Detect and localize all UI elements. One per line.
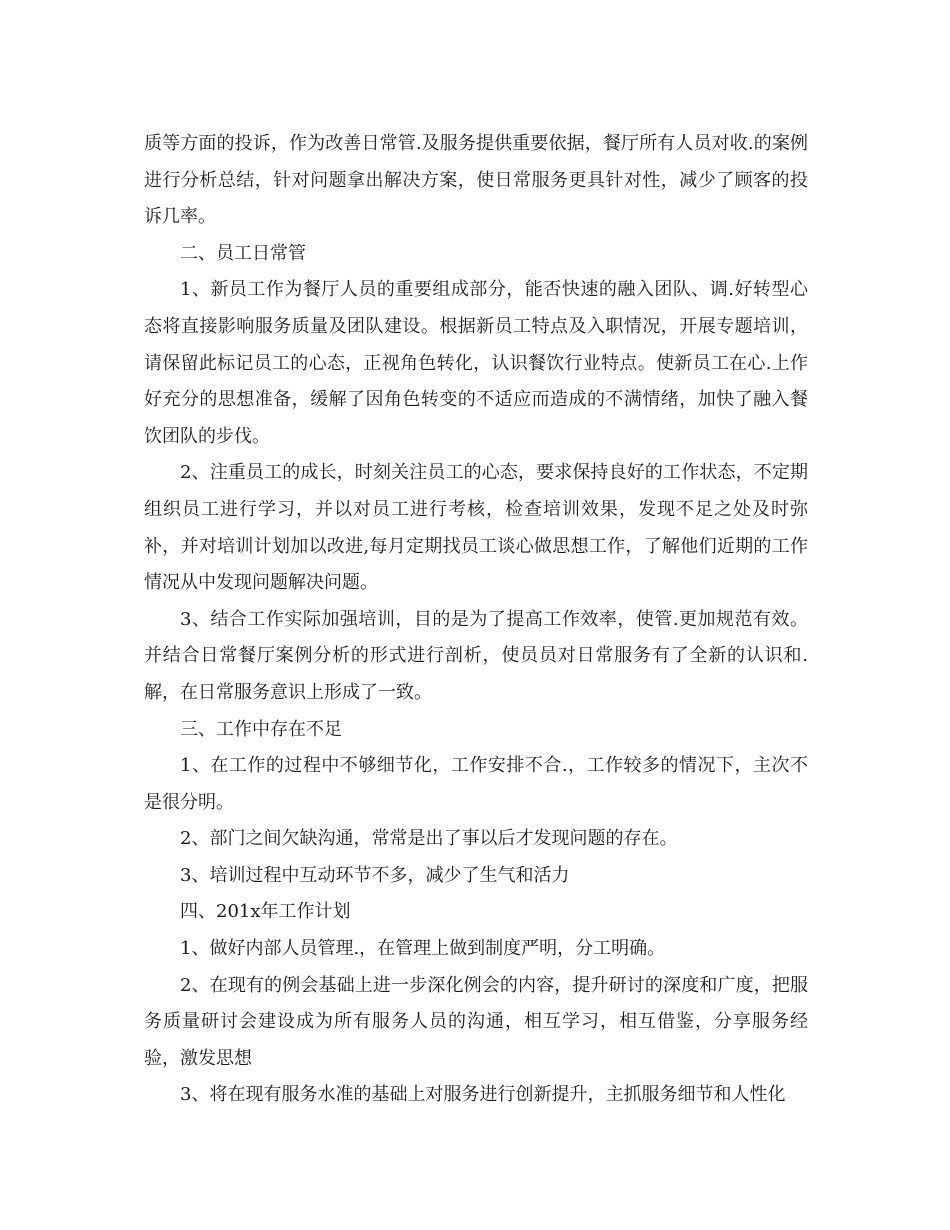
paragraph-plan-2: 2、在现有的例会基础上进一步深化例会的内容，提升研讨的深度和广度，把服务质量研讨会建设成为所有服务人员的沟通，相互学习，相互借鉴，分享服务经验，激发思想 (144, 974, 808, 1069)
paragraph-shortcoming-3: 3、培训过程中互动环节不多，减少了生气和活力 (180, 864, 570, 886)
section-heading-staff-management: 二、员工日常管 (180, 242, 306, 264)
paragraph-plan-3: 3、将在现有服务水准的基础上对服务进行创新提升，主抓服务细节和人性化 (180, 1084, 786, 1106)
paragraph-shortcoming-2: 2、部门之间欠缺沟通，常常是出了事以后才发现问题的存在。 (180, 828, 678, 850)
section-heading-shortcomings: 三、工作中存在不足 (180, 718, 342, 740)
paragraph-shortcoming-1: 1、在工作的过程中不够细节化，工作安排不合.，工作较多的情况下，主次不是很分明。 (144, 755, 808, 813)
section-heading-work-plan: 四、201x年工作计划 (180, 901, 351, 923)
paragraph-new-staff: 1、新员工作为餐厅人员的重要组成部分，能否快速的融入团队、调.好转型心态将直接影响服务质量及团队建设。根据新员工特点及入职情况，开展专题培训，请保留此标记员工的心态，正视角色转化，认识餐饮行业特点。使新员工在心.上作好充分的思想准备，缓解了因角色转变的不适应而造成的不满情绪，加快了融入餐饮团队的步伐。 (144, 279, 808, 447)
paragraph-complaints-continued: 质等方面的投诉，作为改善日常管.及服务提供重要依据，餐厅所有人员对收.的案例进行分析总结，针对问题拿出解决方案，使日常服务更具针对性，减少了顾客的投诉几率。 (144, 133, 808, 228)
document-body (144, 126, 808, 1114)
paragraph-staff-growth: 2、注重员工的成长，时刻关注员工的心态，要求保持良好的工作状态，不定期组织员工进行学习，并以对员工进行考核，检查培训效果，发现不足之处及时弥补，并对培训计划加以改进,每月定期找员工谈心做思想工作，了解他们近期的工作情况从中发现问题解决问题。 (144, 462, 808, 594)
paragraph-plan-1: 1、做好内部人员管理.，在管理上做到制度严明，分工明确。 (180, 938, 666, 960)
paragraph-training: 3、结合工作实际加强培训，目的是为了提高工作效率，使管.更加规范有效。并结合日常餐厅案例分析的形式进行剖析，使员员对日常服务有了全新的认识和.解，在日常服务意识上形成了一致。 (144, 608, 808, 703)
